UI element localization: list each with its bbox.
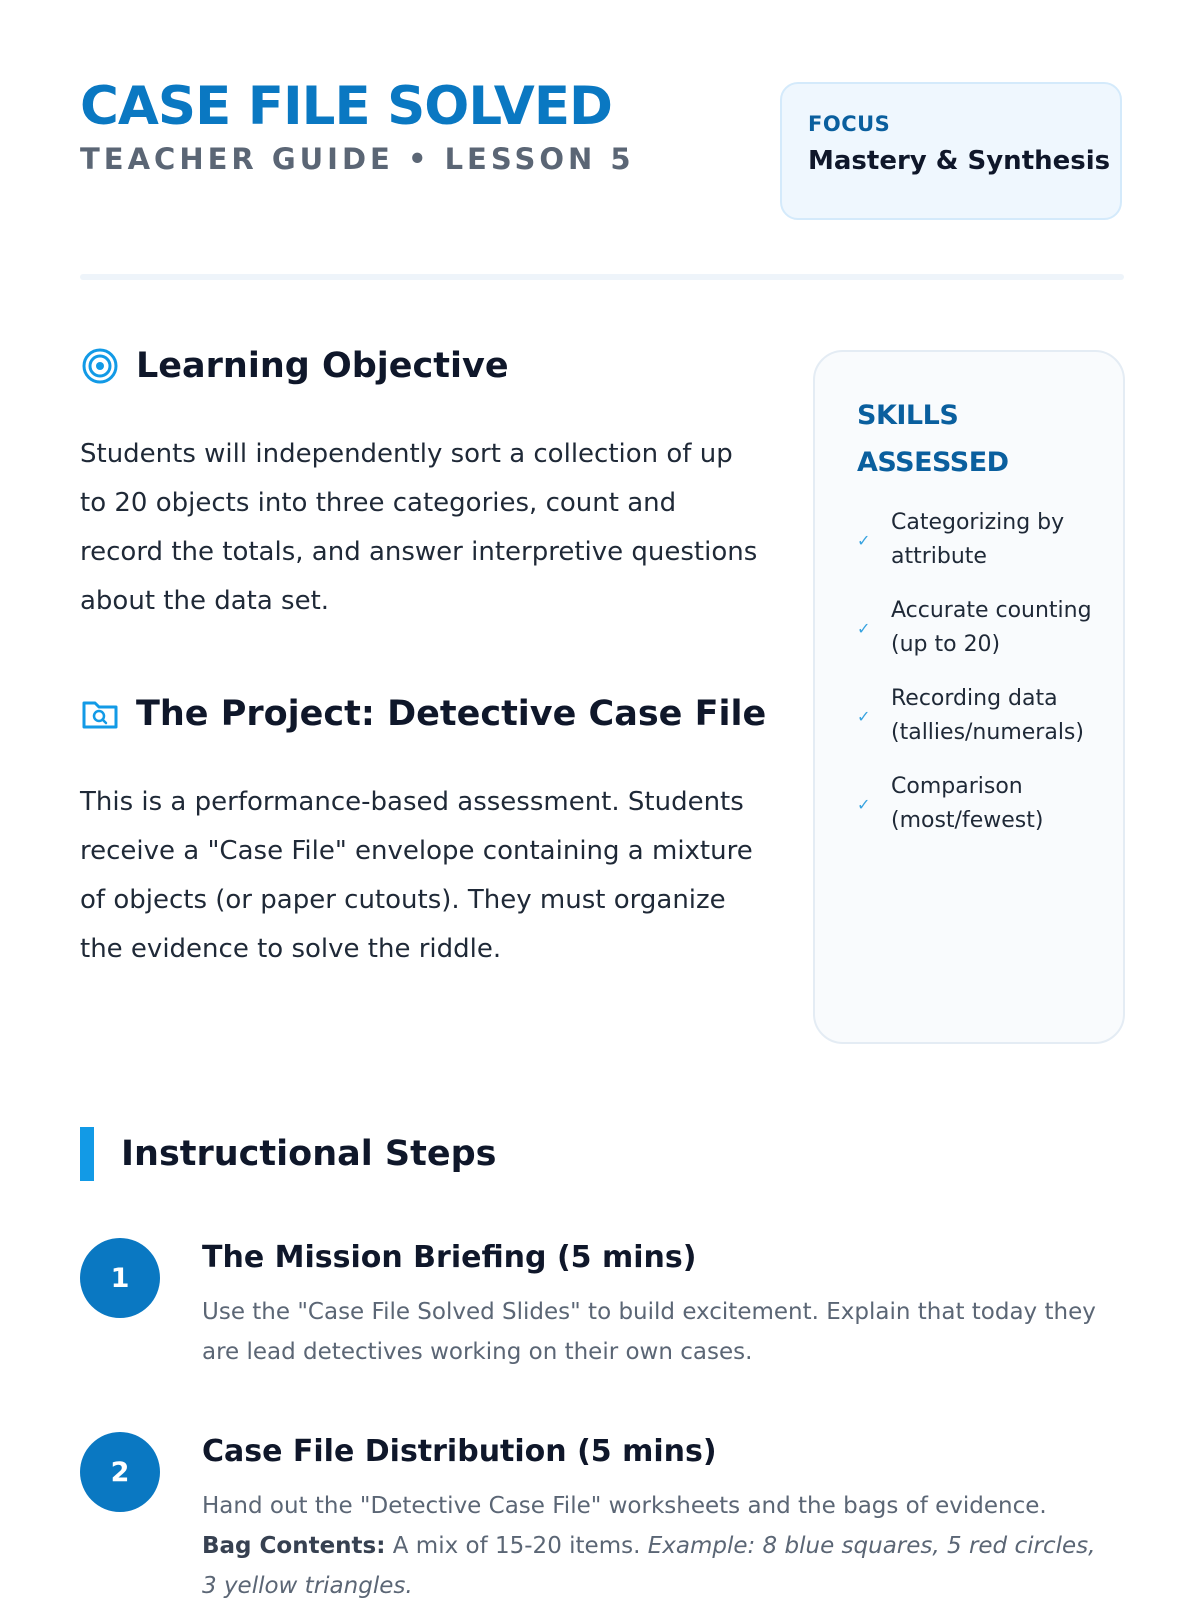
- folder-search-icon: [80, 694, 120, 734]
- skills-title: SKILLS ASSESSED: [857, 400, 1009, 478]
- objective-section-heading: [80, 346, 509, 386]
- skill-label: Recording data (tallies/numerals): [891, 686, 1084, 745]
- skill-item: [857, 770, 1093, 838]
- check-icon: ✓: [857, 706, 871, 726]
- objective-heading: Learning Objective: [136, 346, 509, 386]
- skills-assessed-card: [813, 350, 1125, 1044]
- bag-contents-text: A mix of 15-20 items.: [392, 1533, 641, 1559]
- bag-contents-label: Bag Contents:: [202, 1533, 386, 1559]
- step-title: Case File Distribution (5 mins): [202, 1434, 717, 1469]
- steps-heading: Instructional Steps: [121, 1134, 497, 1174]
- steps-section-heading: [80, 1127, 496, 1181]
- focus-value: Mastery & Synthesis: [808, 146, 1111, 176]
- check-icon: ✓: [857, 530, 871, 550]
- project-heading: The Project: Detective Case File: [136, 694, 767, 734]
- check-icon: ✓: [857, 618, 871, 638]
- step-number-badge: 1: [80, 1238, 160, 1318]
- project-section-heading: [80, 694, 766, 734]
- header-divider: [80, 274, 1124, 280]
- page-header: [80, 78, 740, 176]
- skill-item: [857, 594, 1093, 662]
- step-body: [202, 1432, 1112, 1600]
- step-number-badge: 2: [80, 1432, 160, 1512]
- skill-label: Categorizing by attribute: [891, 510, 1065, 569]
- step-title: The Mission Briefing (5 mins): [202, 1240, 697, 1275]
- objective-text: Students will independently sort a collection of up to 20 objects into three categories, count and record the totals, and answer interpretive questions about the data set.: [80, 439, 758, 616]
- focus-card: [780, 82, 1122, 220]
- skill-item: [857, 506, 1093, 574]
- step-description: Use the "Case File Solved Slides" to build excitement. Explain that today they are lead detectives working on their own cases.: [202, 1299, 1096, 1365]
- check-icon: ✓: [857, 794, 871, 814]
- focus-label: FOCUS: [808, 112, 891, 136]
- project-text: This is a performance-based assessment. Students receive a "Case File" envelope containing a mixture of objects (or paper cutouts). They must organize the evidence to solve the riddle.: [80, 787, 753, 964]
- page-subtitle: TEACHER GUIDE • LESSON 5: [80, 142, 635, 177]
- step-body: [202, 1238, 1112, 1372]
- step-text: Hand out the "Detective Case File" worksheets and the bags of evidence.: [202, 1493, 1047, 1519]
- heading-accent-bar: [80, 1127, 94, 1181]
- target-icon: [80, 346, 120, 386]
- bag-example: Example: 8 blue squares, 5 red circles, 3 yellow triangles.: [202, 1533, 1096, 1599]
- skills-list: [857, 506, 1093, 838]
- page-title: CASE FILE SOLVED: [80, 76, 613, 137]
- skill-label: Accurate counting (up to 20): [891, 598, 1092, 657]
- step-description: [202, 1486, 1112, 1600]
- skill-label: Comparison (most/fewest): [891, 774, 1044, 833]
- skill-item: [857, 682, 1093, 750]
